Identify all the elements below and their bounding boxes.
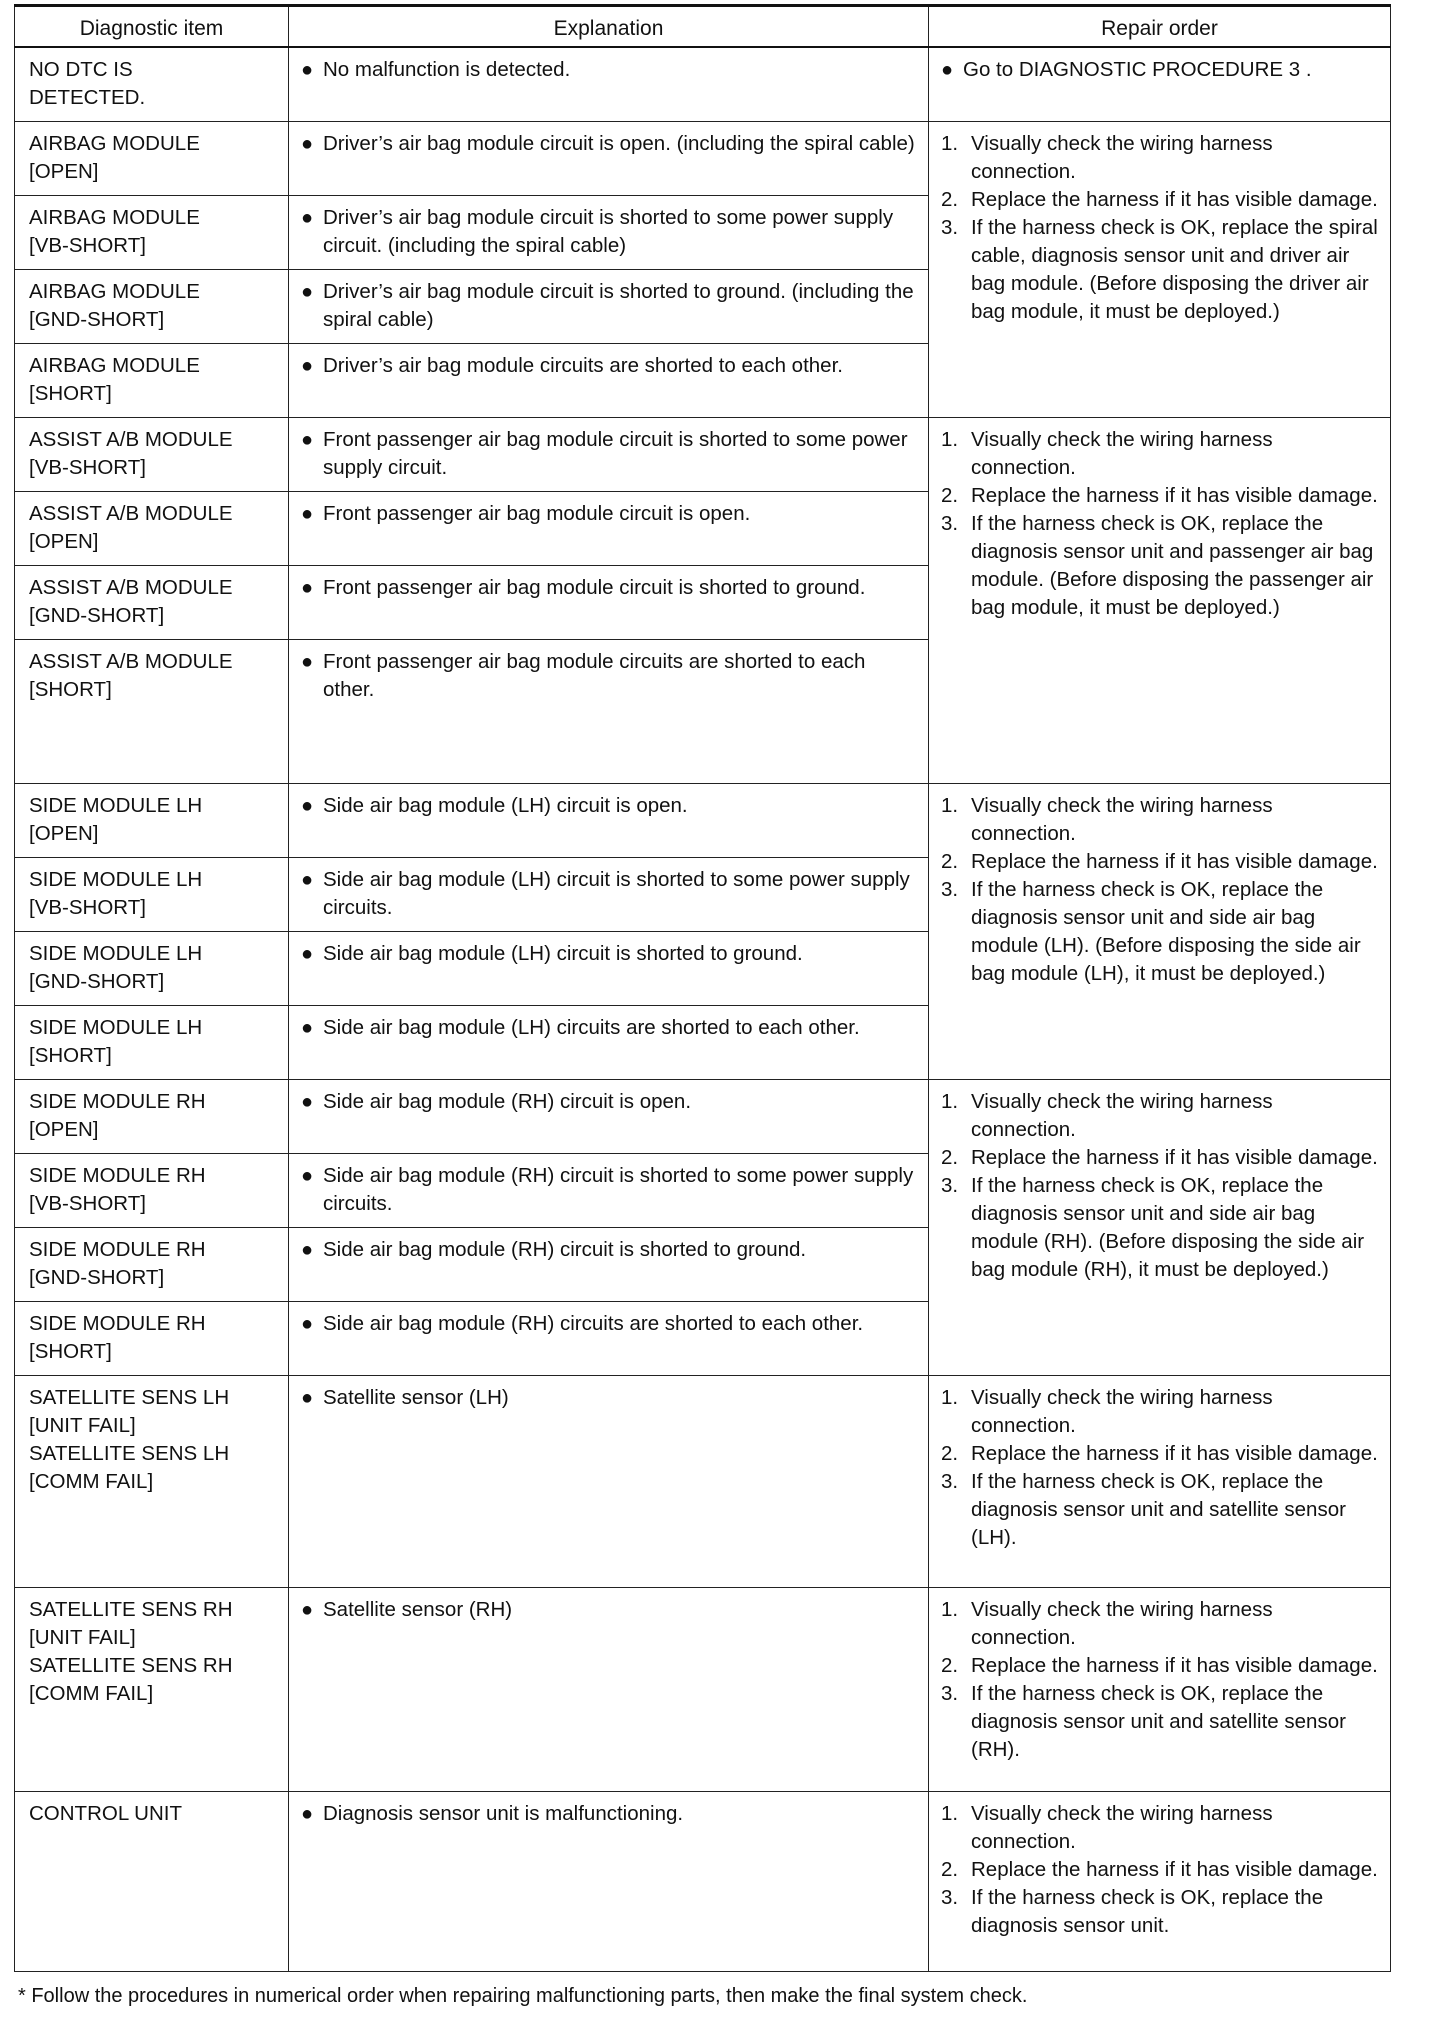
explanation-cell — [289, 47, 929, 121]
diagnostic-item-text: SATELLITE SENS LH — [29, 1441, 230, 1465]
bullet-icon: ● — [301, 428, 314, 451]
diagnostic-item-text: [COMM FAIL] — [29, 1681, 154, 1705]
explanation-bullet — [301, 426, 920, 482]
explanation-cell — [289, 565, 929, 639]
repair-steps-list — [941, 792, 1382, 988]
repair-order-cell — [929, 1587, 1391, 1791]
explanation-text: Side air bag module (RH) circuit is open. — [323, 1089, 692, 1113]
bullet-icon: ● — [301, 1312, 314, 1335]
repair-step-number: 2. — [941, 1653, 959, 1677]
explanation-bullet — [301, 500, 920, 528]
repair-step — [941, 1172, 1382, 1284]
explanation-bullet — [301, 648, 920, 704]
explanation-bullet — [301, 574, 920, 602]
explanation-cell — [289, 1153, 929, 1227]
explanation-text: Side air bag module (LH) circuit is open. — [323, 793, 688, 817]
repair-step-text: Replace the harness if it has visible damage. — [971, 483, 1378, 507]
table-row — [15, 1079, 1391, 1153]
explanation-text: Driver’s air bag module circuit is shorted to ground. (including the spiral cable) — [323, 279, 914, 331]
repair-step-text: If the harness check is OK, replace the diagnosis sensor unit and satellite sensor (RH). — [971, 1681, 1346, 1761]
repair-step — [941, 510, 1382, 622]
repair-step-number: 2. — [941, 849, 959, 873]
explanation-cell — [289, 491, 929, 565]
explanation-text: Driver’s air bag module circuit is shorted to some power supply circuit. (including the spiral cable) — [323, 205, 894, 257]
table-row — [15, 121, 1391, 195]
diagnostic-item-text: DETECTED. — [29, 86, 146, 109]
repair-bullet-text: Go to DIAGNOSTIC PROCEDURE 3 . — [963, 58, 1312, 81]
diagnostic-item-cell — [15, 343, 289, 417]
diagnostic-item-text: [UNIT FAIL] — [29, 1625, 136, 1649]
diagnostic-item-text: SIDE MODULE LH — [29, 867, 203, 891]
repair-step-number: 1. — [941, 131, 959, 155]
explanation-text: Side air bag module (RH) circuits are shorted to each other. — [323, 1311, 864, 1335]
diagnostic-item-text: [VB-SHORT] — [29, 233, 146, 257]
diagnostic-item-text: CONTROL UNIT — [29, 1801, 182, 1825]
repair-step-number: 1. — [941, 1089, 959, 1113]
repair-order-cell — [929, 47, 1391, 121]
bullet-icon: ● — [941, 59, 954, 81]
diagnostic-item-text: [OPEN] — [29, 529, 99, 553]
repair-step-text: Replace the harness if it has visible damage. — [971, 1441, 1378, 1465]
explanation-bullet — [301, 1800, 920, 1828]
header-repair-order: Repair order — [929, 6, 1391, 48]
diagnostic-item-cell — [15, 1079, 289, 1153]
repair-steps-list — [941, 1088, 1382, 1284]
diagnostic-item-text: [GND-SHORT] — [29, 307, 165, 331]
explanation-text: Satellite sensor (LH) — [323, 1385, 509, 1409]
diagnostic-item-text: SIDE MODULE RH — [29, 1089, 206, 1113]
explanation-text: Front passenger air bag module circuits are shorted to each other. — [323, 649, 866, 701]
explanation-bullet — [301, 940, 920, 968]
bullet-icon: ● — [301, 206, 314, 229]
repair-step-number: 3. — [941, 877, 959, 901]
repair-steps-list — [941, 1596, 1382, 1764]
repair-step-text: If the harness check is OK, replace the spiral cable, diagnosis sensor unit and driver air bag module. (Before disposing the driver air bag module, it must be deployed.) — [971, 215, 1378, 323]
explanation-cell — [289, 1791, 929, 1971]
diagnostic-item-cell — [15, 1227, 289, 1301]
bullet-icon: ● — [301, 794, 314, 817]
diagnostic-item-cell — [15, 491, 289, 565]
repair-order-cell — [929, 1375, 1391, 1587]
explanation-cell — [289, 343, 929, 417]
repair-step — [941, 1144, 1382, 1172]
diagnostic-item-text: [SHORT] — [29, 381, 112, 405]
repair-step-number: 2. — [941, 1441, 959, 1465]
repair-step-text: If the harness check is OK, replace the diagnosis sensor unit. — [971, 1885, 1324, 1937]
repair-step — [941, 876, 1382, 988]
bullet-icon: ● — [301, 1016, 314, 1039]
explanation-text: Side air bag module (RH) circuit is shorted to some power supply circuits. — [323, 1163, 914, 1215]
repair-step — [941, 1884, 1382, 1940]
diagnostic-item-text: SIDE MODULE LH — [29, 941, 203, 965]
diagnostic-item-text: [OPEN] — [29, 159, 99, 183]
diagnostic-item-cell — [15, 639, 289, 783]
explanation-text: Side air bag module (LH) circuit is shorted to ground. — [323, 941, 803, 965]
explanation-bullet — [301, 204, 920, 260]
diagnostic-item-text: [VB-SHORT] — [29, 455, 146, 479]
repair-steps-list — [941, 1384, 1382, 1552]
diagnostic-item-text: SIDE MODULE LH — [29, 793, 203, 817]
repair-order-cell — [929, 121, 1391, 417]
repair-step-text: If the harness check is OK, replace the diagnosis sensor unit and side air bag module (RH). (Before disposing the side air bag module (RH), it must be deployed.) — [971, 1173, 1365, 1281]
bullet-icon: ● — [301, 650, 314, 673]
repair-step-number: 2. — [941, 1145, 959, 1169]
repair-steps-list — [941, 130, 1382, 326]
repair-step-number: 2. — [941, 187, 959, 211]
repair-step-text: Visually check the wiring harness connection. — [971, 793, 1273, 845]
repair-step — [941, 1468, 1382, 1552]
explanation-bullet — [301, 1310, 920, 1338]
diagnostic-item-cell — [15, 1375, 289, 1587]
repair-step-number: 1. — [941, 427, 959, 451]
repair-step-text: Replace the harness if it has visible damage. — [971, 1857, 1378, 1881]
table-row — [15, 417, 1391, 491]
explanation-cell — [289, 1005, 929, 1079]
repair-step — [941, 482, 1382, 510]
diagnostic-item-text: AIRBAG MODULE — [29, 205, 200, 229]
repair-step — [941, 1800, 1382, 1856]
diagnostic-item-text: [OPEN] — [29, 821, 99, 845]
explanation-text: No malfunction is detected. — [323, 58, 571, 81]
diagnostic-item-text: ASSIST A/B MODULE — [29, 575, 233, 599]
bullet-icon: ● — [301, 1238, 314, 1261]
explanation-cell — [289, 121, 929, 195]
explanation-bullet — [301, 352, 920, 380]
diagnostic-item-text: SIDE MODULE RH — [29, 1311, 206, 1335]
diagnostic-item-cell — [15, 857, 289, 931]
explanation-cell — [289, 269, 929, 343]
repair-step-text: If the harness check is OK, replace the diagnosis sensor unit and satellite sensor (LH). — [971, 1469, 1346, 1549]
repair-step-text: Replace the harness if it has visible damage. — [971, 1653, 1378, 1677]
explanation-text: Satellite sensor (RH) — [323, 1597, 513, 1621]
diagnostic-item-cell — [15, 1791, 289, 1971]
repair-step — [941, 1384, 1382, 1440]
diagnostic-item-cell — [15, 1005, 289, 1079]
repair-step-number: 3. — [941, 1469, 959, 1493]
explanation-text: Driver’s air bag module circuits are shorted to each other. — [323, 353, 843, 377]
diagnostic-item-text: ASSIST A/B MODULE — [29, 501, 233, 525]
explanation-cell — [289, 1375, 929, 1587]
repair-step-text: If the harness check is OK, replace the diagnosis sensor unit and side air bag module (LH). (Before disposing the side air bag module (LH), it must be deployed.) — [971, 877, 1361, 985]
diagnostic-item-text: NO DTC IS — [29, 58, 133, 81]
repair-step-text: Visually check the wiring harness connection. — [971, 1801, 1273, 1853]
bullet-icon: ● — [301, 59, 314, 81]
diagnostic-item-text: [SHORT] — [29, 1043, 112, 1067]
diagnostic-item-text: AIRBAG MODULE — [29, 131, 200, 155]
repair-step-number: 1. — [941, 1801, 959, 1825]
explanation-cell — [289, 417, 929, 491]
explanation-bullet — [301, 278, 920, 334]
repair-step — [941, 1440, 1382, 1468]
diagnostic-item-text: [SHORT] — [29, 1339, 112, 1363]
explanation-text: Front passenger air bag module circuit is open. — [323, 501, 751, 525]
explanation-cell — [289, 1587, 929, 1791]
diagnostic-table-document — [14, 4, 1390, 1972]
explanation-cell — [289, 195, 929, 269]
explanation-bullet — [301, 1384, 920, 1412]
repair-step — [941, 1596, 1382, 1652]
repair-step-number: 3. — [941, 511, 959, 535]
diagnostic-item-cell — [15, 565, 289, 639]
bullet-icon: ● — [301, 1164, 314, 1187]
explanation-text: Diagnosis sensor unit is malfunctioning. — [323, 1801, 684, 1825]
bullet-icon: ● — [301, 132, 314, 155]
diagnostic-item-text: ASSIST A/B MODULE — [29, 427, 233, 451]
table-row — [15, 47, 1391, 121]
diagnostic-item-text: SATELLITE SENS RH — [29, 1653, 233, 1677]
explanation-cell — [289, 783, 929, 857]
repair-step — [941, 1680, 1382, 1764]
repair-step-number: 3. — [941, 1681, 959, 1705]
bullet-icon: ● — [301, 1386, 314, 1409]
explanation-text: Side air bag module (LH) circuits are shorted to each other. — [323, 1015, 860, 1039]
diagnostic-item-text: [UNIT FAIL] — [29, 1413, 136, 1437]
explanation-cell — [289, 931, 929, 1005]
explanation-text: Front passenger air bag module circuit is shorted to some power supply circuit. — [323, 427, 908, 479]
explanation-bullet — [301, 1236, 920, 1264]
diagnostic-item-cell — [15, 417, 289, 491]
explanation-bullet — [301, 56, 920, 84]
repair-step-number: 1. — [941, 1597, 959, 1621]
diagnostic-item-cell — [15, 47, 289, 121]
repair-step-number: 1. — [941, 1385, 959, 1409]
diagnostic-item-cell — [15, 931, 289, 1005]
explanation-cell — [289, 1227, 929, 1301]
repair-step — [941, 186, 1382, 214]
repair-step-text: Visually check the wiring harness connection. — [971, 1385, 1273, 1437]
bullet-icon: ● — [301, 1090, 314, 1113]
bullet-icon: ● — [301, 942, 314, 965]
diagnostic-item-cell — [15, 121, 289, 195]
repair-step — [941, 792, 1382, 848]
table-row — [15, 783, 1391, 857]
explanation-cell — [289, 857, 929, 931]
repair-bullet — [941, 56, 1382, 84]
diagnostic-item-text: [OPEN] — [29, 1117, 99, 1141]
diagnostic-item-text: SIDE MODULE LH — [29, 1015, 203, 1039]
repair-order-cell — [929, 1079, 1391, 1375]
explanation-text: Front passenger air bag module circuit is shorted to ground. — [323, 575, 866, 599]
explanation-text: Side air bag module (LH) circuit is shorted to some power supply circuits. — [323, 867, 910, 919]
explanation-text: Driver’s air bag module circuit is open. (including the spiral cable) — [323, 131, 915, 155]
explanation-bullet — [301, 130, 920, 158]
diagnostic-item-text: ASSIST A/B MODULE — [29, 649, 233, 673]
explanation-bullet — [301, 1014, 920, 1042]
bullet-icon: ● — [301, 502, 314, 525]
table-body — [15, 47, 1391, 1971]
explanation-bullet — [301, 866, 920, 922]
diagnostic-item-text: AIRBAG MODULE — [29, 279, 200, 303]
diagnostic-item-text: [GND-SHORT] — [29, 1265, 165, 1289]
diagnostic-item-cell — [15, 1153, 289, 1227]
diagnostic-item-text: SATELLITE SENS RH — [29, 1597, 233, 1621]
repair-step-number: 3. — [941, 215, 959, 239]
repair-steps-list — [941, 1800, 1382, 1940]
diagnostic-item-cell — [15, 269, 289, 343]
repair-step — [941, 426, 1382, 482]
repair-order-cell — [929, 1791, 1391, 1971]
repair-step — [941, 1856, 1382, 1884]
repair-step-number: 2. — [941, 483, 959, 507]
diagnostic-item-cell — [15, 1587, 289, 1791]
bullet-icon: ● — [301, 868, 314, 891]
repair-step — [941, 214, 1382, 326]
bullet-icon: ● — [301, 354, 314, 377]
repair-step — [941, 848, 1382, 876]
repair-order-cell — [929, 783, 1391, 1079]
explanation-bullet — [301, 1596, 920, 1624]
diagnostic-table — [14, 4, 1391, 1972]
repair-step-number: 2. — [941, 1857, 959, 1881]
diagnostic-item-text: SIDE MODULE RH — [29, 1163, 206, 1187]
diagnostic-item-text: [VB-SHORT] — [29, 895, 146, 919]
repair-step — [941, 130, 1382, 186]
diagnostic-item-text: AIRBAG MODULE — [29, 353, 200, 377]
repair-step-text: Visually check the wiring harness connection. — [971, 1597, 1273, 1649]
repair-step-number: 3. — [941, 1885, 959, 1909]
repair-steps-list — [941, 426, 1382, 622]
explanation-text: Side air bag module (RH) circuit is shorted to ground. — [323, 1237, 807, 1261]
bullet-icon: ● — [301, 576, 314, 599]
explanation-cell — [289, 639, 929, 783]
explanation-cell — [289, 1079, 929, 1153]
repair-step-text: Replace the harness if it has visible damage. — [971, 1145, 1378, 1169]
table-row — [15, 1587, 1391, 1791]
diagnostic-item-text: SIDE MODULE RH — [29, 1237, 206, 1261]
repair-order-cell — [929, 417, 1391, 783]
header-explanation: Explanation — [289, 6, 929, 48]
table-header-row — [15, 6, 1391, 48]
header-diagnostic-item: Diagnostic item — [15, 6, 289, 48]
footnote: * Follow the procedures in numerical order when repairing malfunctioning parts, then make the final system check. — [18, 1985, 1028, 2007]
diagnostic-item-text: [VB-SHORT] — [29, 1191, 146, 1215]
diagnostic-item-text: [GND-SHORT] — [29, 969, 165, 993]
repair-step-text: Visually check the wiring harness connection. — [971, 131, 1273, 183]
repair-step-text: If the harness check is OK, replace the diagnosis sensor unit and passenger air bag module. (Before disposing the passenger air bag module, it must be deployed.) — [971, 511, 1374, 619]
diagnostic-item-cell — [15, 783, 289, 857]
diagnostic-item-cell — [15, 1301, 289, 1375]
repair-step-text: Visually check the wiring harness connection. — [971, 427, 1273, 479]
repair-step — [941, 1088, 1382, 1144]
repair-step — [941, 1652, 1382, 1680]
repair-step-number: 1. — [941, 793, 959, 817]
explanation-bullet — [301, 792, 920, 820]
repair-step-text: Replace the harness if it has visible damage. — [971, 187, 1378, 211]
table-row — [15, 1375, 1391, 1587]
diagnostic-item-cell — [15, 195, 289, 269]
repair-step-text: Visually check the wiring harness connection. — [971, 1089, 1273, 1141]
table-row — [15, 1791, 1391, 1971]
repair-step-number: 3. — [941, 1173, 959, 1197]
explanation-bullet — [301, 1162, 920, 1218]
bullet-icon: ● — [301, 280, 314, 303]
repair-step-text: Replace the harness if it has visible damage. — [971, 849, 1378, 873]
bullet-icon: ● — [301, 1598, 314, 1621]
explanation-cell — [289, 1301, 929, 1375]
diagnostic-item-text: [GND-SHORT] — [29, 603, 165, 627]
diagnostic-item-text: SATELLITE SENS LH — [29, 1385, 230, 1409]
bullet-icon: ● — [301, 1802, 314, 1825]
explanation-bullet — [301, 1088, 920, 1116]
diagnostic-item-text: [COMM FAIL] — [29, 1469, 154, 1493]
diagnostic-item-text: [SHORT] — [29, 677, 112, 701]
